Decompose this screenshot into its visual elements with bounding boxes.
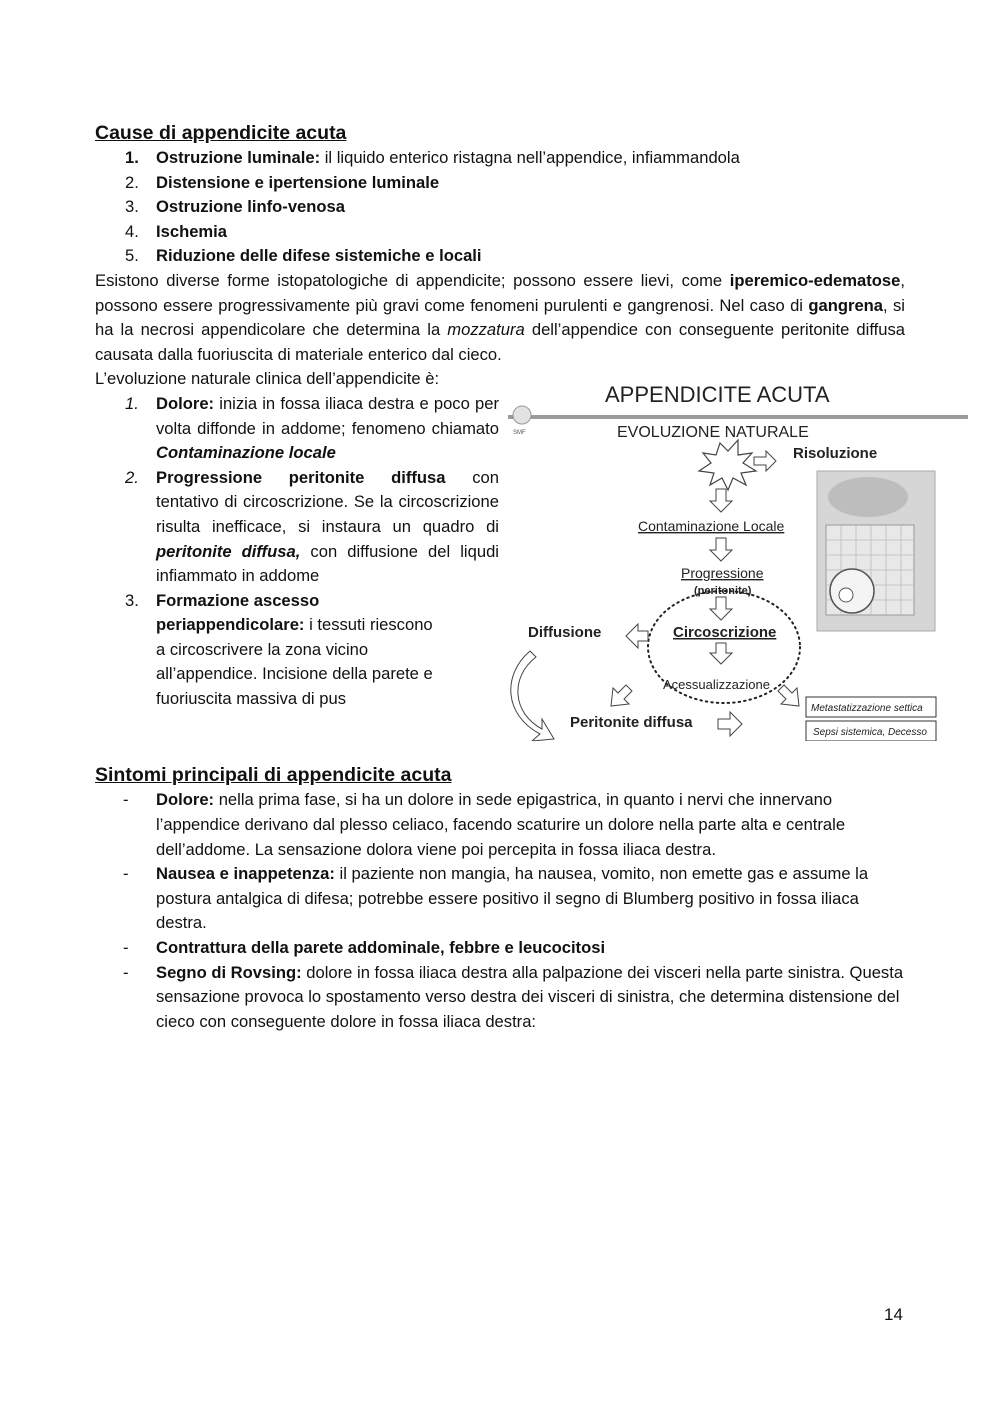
arrow-down-right-icon: [778, 685, 799, 706]
diagram-title: APPENDICITE ACUTA: [605, 385, 830, 408]
cause-number: 3.: [125, 197, 139, 217]
cause-number: 2.: [125, 172, 139, 192]
arrow-down-icon: [710, 643, 732, 664]
label-risoluzione: Risoluzione: [793, 445, 878, 463]
evolution-text: inizia in fossa iliaca destra e poco per volta diffonde in addome; fenomeno chiamato: [156, 393, 499, 438]
symptom-item: [123, 961, 905, 1035]
paragraph-text: , possono essere progressivamente più gravi come fenomeni purulenti e gangrenosi. Nel caso di: [95, 270, 905, 315]
paragraph-text: dell’appendice con conseguente peritonite diffusa causata dalla fuoriuscita di materiale enterico dal cieco.: [95, 320, 905, 364]
evolution-text-column: [95, 367, 499, 711]
cause-text: il liquido enterico ristagna nell’appendice, infiammandola: [320, 148, 740, 167]
document-page: [95, 120, 927, 1034]
starburst-icon: [699, 440, 756, 490]
appendicitis-evolution-diagram: [508, 385, 968, 741]
organ-shape: [828, 477, 908, 517]
cause-title: Riduzione delle difese sistemiche e locali: [156, 246, 482, 266]
evolution-title: Formazione ascesso periappendicolare:: [156, 590, 320, 635]
arrow-right-icon: [718, 712, 742, 736]
logo-icon: [513, 406, 531, 424]
label-metastatizzazione: Metastatizzazione settica: [811, 703, 923, 715]
evolution-title: Progressione peritonite diffusa: [156, 467, 446, 487]
page-number: 14: [884, 1305, 903, 1324]
symptom-text: il paziente non mangia, ha nausea, vomito, non emette gas e assume la postura antalgica di difesa; potrebbe essere positivo il segno di Blumberg positivo in fossa iliaca destra.: [156, 864, 869, 933]
label-acessualizzazione: Acessualizzazione: [663, 677, 770, 693]
cause-title: Ostruzione linfo-venosa: [156, 197, 346, 217]
evolution-list: [95, 392, 499, 712]
causes-list: [95, 146, 905, 269]
symptom-title: Contrattura della parete addominale, febbre e leucocitosi: [156, 937, 606, 957]
evolution-text: con diffusione del liqudi infiammato in addome: [156, 541, 499, 586]
cause-number: 1.: [125, 148, 139, 167]
label-diffusione: Diffusione: [528, 624, 602, 642]
label-contaminazione: Contaminazione Locale: [638, 518, 785, 535]
cause-title: Ischemia: [156, 221, 228, 241]
bullet-dash: -: [123, 937, 129, 957]
arrow-left-icon: [626, 624, 648, 648]
label-peritonite-diffusa: Peritonite diffusa: [570, 714, 693, 732]
cause-number: 5.: [125, 246, 139, 266]
symptom-title: Nausea e inappetenza:: [156, 864, 335, 884]
label-progressione: Progressione: [681, 565, 764, 582]
paragraph-bold: iperemico-edematose: [729, 270, 901, 290]
symptom-title: Segno di Rovsing:: [156, 962, 302, 982]
symptom-item: [123, 788, 905, 862]
evolution-item: [125, 589, 436, 712]
bullet-dash: -: [123, 864, 129, 884]
bullet-dash: -: [123, 962, 129, 982]
evolution-intro: L’evoluzione naturale clinica dell’appendicite è:: [95, 369, 440, 389]
evolution-item: [125, 392, 499, 466]
paragraph-text: , si ha la necrosi appendicolare che determina la: [95, 295, 905, 340]
cause-number: 4.: [125, 221, 139, 241]
cause-title: Ostruzione luminale:: [156, 148, 321, 167]
symptom-item: [123, 936, 905, 961]
cause-item: [125, 244, 905, 269]
bullet-dash: -: [123, 790, 129, 810]
cause-item: [125, 171, 905, 196]
paragraph-text: Esistono diverse forme istopatologiche di appendicite; possono essere lievi, come: [95, 270, 730, 290]
evolution-number: 2.: [125, 467, 139, 487]
evolution-block: [95, 367, 927, 762]
evolution-emphasis: peritonite diffusa,: [156, 541, 301, 561]
diagram-subtitle: EVOLUZIONE NATURALE: [617, 424, 809, 442]
evolution-number: 3.: [125, 590, 139, 610]
symptom-title: Dolore:: [156, 790, 215, 810]
evolution-text: con tentativo di circoscrizione. Se la circoscrizione risulta inefficace, si instaura un quadro di: [156, 467, 499, 536]
header-rule: [508, 415, 968, 419]
section-heading-symptoms: Sintomi principali di appendicite acuta: [95, 764, 452, 787]
arrow-down-left-icon: [611, 685, 632, 706]
paragraph-italic: mozzatura: [447, 320, 525, 340]
evolution-text: i tessuti riescono a circoscrivere la zona vicino all’appendice. Incisione della parete e fuoriuscita massiva di pus: [156, 615, 433, 709]
section-heading-causes: Cause di appendicite acuta: [95, 122, 347, 144]
arrow-down-icon: [710, 489, 732, 512]
histopathology-paragraph: [95, 269, 905, 367]
paragraph-bold: gangrena: [808, 295, 884, 315]
arrow-right-icon: [754, 451, 776, 471]
label-peritonite-paren: (peritonite): [694, 585, 752, 598]
evolution-item: [125, 466, 499, 589]
evolution-emphasis: Contaminazione locale: [156, 443, 336, 463]
appendix-circle: [839, 588, 853, 602]
symptom-item: [123, 862, 905, 936]
arrow-down-icon: [710, 538, 732, 561]
label-circoscrizione: Circoscrizione: [673, 624, 777, 642]
evolution-number: 1.: [125, 393, 139, 413]
cause-item: [125, 146, 905, 171]
label-sepsi: Sepsi sistemica, Decesso: [813, 727, 927, 739]
logo-label: SMF: [513, 430, 526, 437]
curved-arrow-icon: [511, 651, 554, 741]
cause-title: Distensione e ipertensione luminale: [156, 172, 440, 192]
arrow-down-icon: [710, 597, 732, 620]
symptom-text: nella prima fase, si ha un dolore in sede epigastrica, in quanto i nervi che innervano l’appendice derivano dal plesso celiaco, facendo scaturire un dolore nella parte alta e centrale dell’addome. La sensazione dolora viene poi percepita in fossa iliaca destra.: [156, 790, 846, 859]
symptom-text: dolore in fossa iliaca destra alla palpazione dei visceri nella parte sinistra. Questa sensazione provoca lo spostamento verso destra dei visceri di sinistra, che determina distensione del cieco con conseguente dolore in fossa iliaca destra:: [156, 962, 904, 1031]
cause-item: [125, 195, 905, 220]
cause-item: [125, 220, 905, 245]
evolution-title: Dolore:: [156, 393, 215, 413]
symptoms-list: [95, 788, 905, 1034]
